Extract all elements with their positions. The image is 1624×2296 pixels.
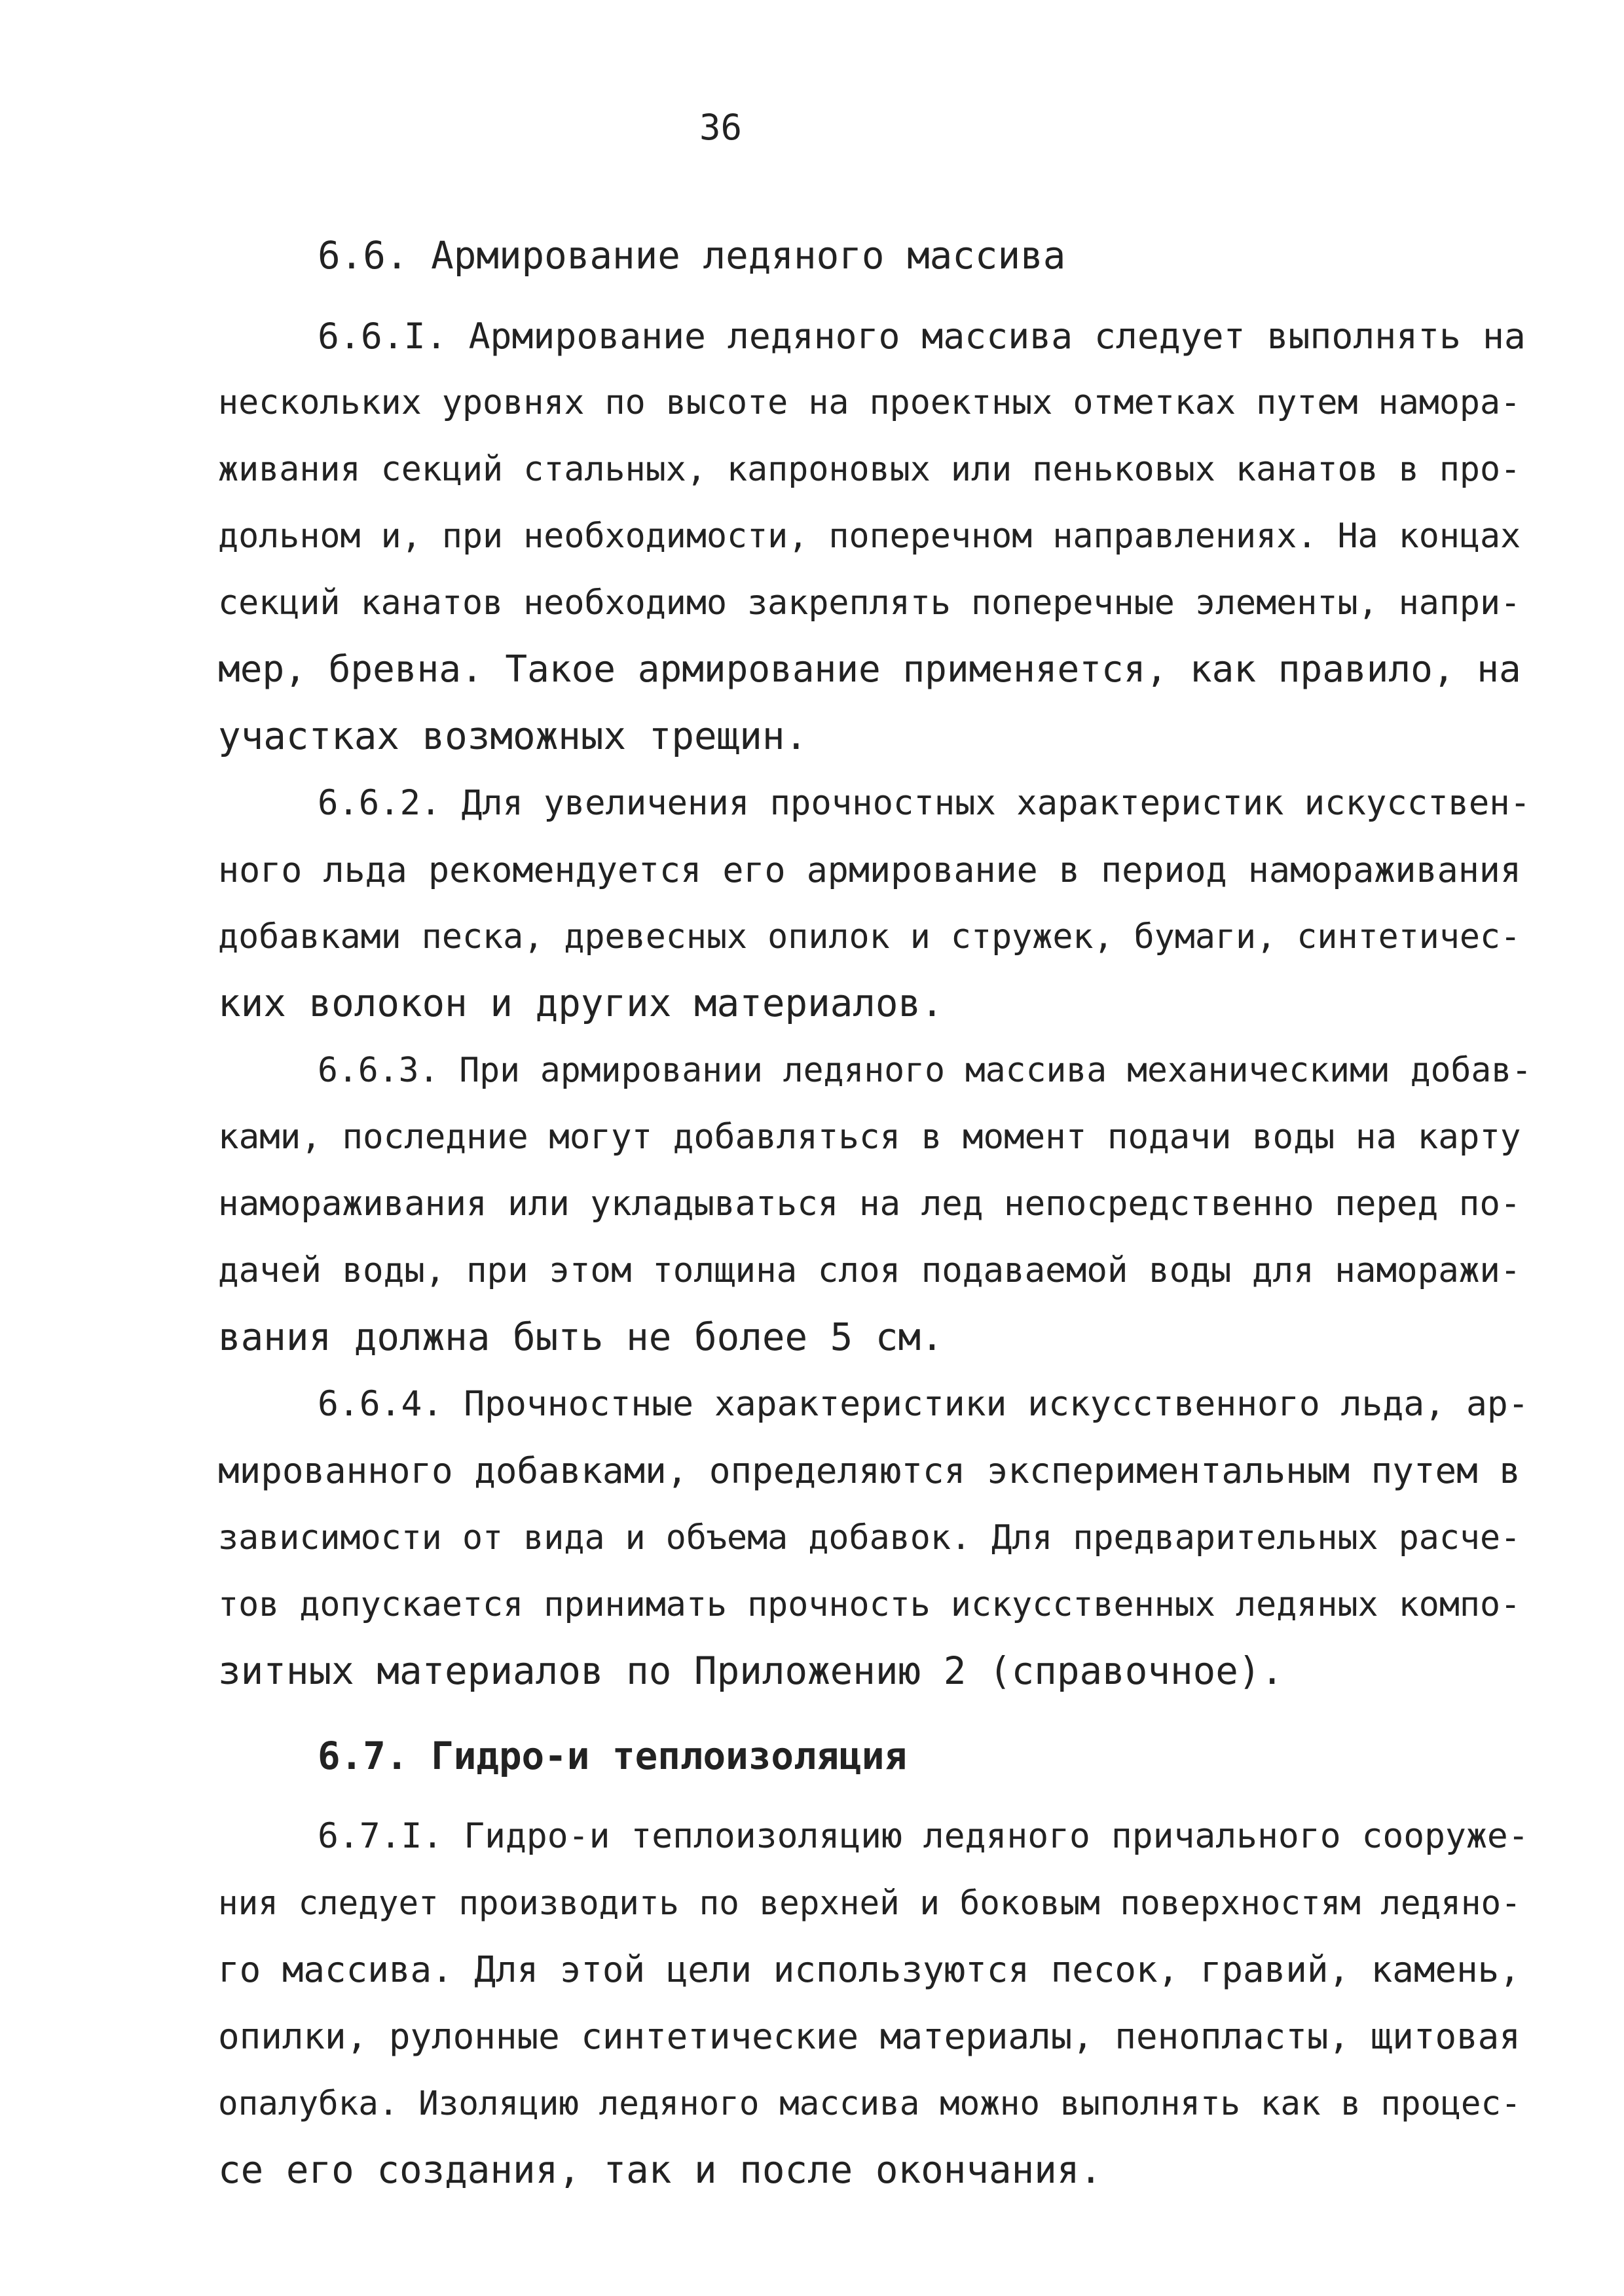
paragraph-line: живания секций стальных, капроновых или пеньковых канатов в про- bbox=[218, 450, 1521, 489]
page-number: 36 bbox=[699, 107, 743, 148]
paragraph-line: ками, последние могут добавляться в момент подачи воды на карту bbox=[218, 1117, 1521, 1157]
paragraph-line: опилки, рулонные синтетические материалы, пенопласты, щитовая bbox=[218, 2016, 1521, 2057]
paragraph-line: опалубка. Изоляцию ледяного массива можно выполнять как в процес- bbox=[218, 2084, 1521, 2123]
section-heading-6-6: 6.6. Армирование ледяного массива bbox=[318, 234, 1066, 278]
paragraph-line: 6.6.2. Для увеличения прочностных характеристик искусствен- bbox=[318, 784, 1531, 823]
paragraph-6-6-4 bbox=[218, 1371, 1529, 1705]
paragraph-line: 6.7.I. Гидро-и теплоизоляцию ледяного причального сооруже- bbox=[318, 1816, 1529, 1856]
paragraph-6-6-2 bbox=[218, 770, 1531, 1037]
paragraph-6-7-1 bbox=[218, 1803, 1529, 2204]
paragraph-line: ких волокон и других материалов. bbox=[218, 981, 944, 1025]
paragraph-line: 6.6.4. Прочностные характеристики искусственного льда, ар- bbox=[318, 1384, 1529, 1424]
paragraph-line: мированного добавками, определяются экспериментальным путем в bbox=[218, 1450, 1521, 1491]
paragraph-line: 6.6.3. При армировании ледяного массива механическими добав- bbox=[318, 1051, 1532, 1090]
paragraph-6-6-3 bbox=[218, 1037, 1532, 1371]
paragraph-line: нескольких уровнях по высоте на проектных отметках путем намора- bbox=[218, 383, 1521, 422]
paragraph-line: 6.6.I. Армирование ледяного массива следует выполнять на bbox=[318, 315, 1526, 357]
paragraph-line: се его создания, так и после окончания. bbox=[218, 2148, 1103, 2192]
paragraph-line: участках возможных трещин. bbox=[218, 714, 808, 758]
paragraph-line: дольном и, при необходимости, поперечном направлениях. На концах bbox=[218, 517, 1521, 556]
paragraph-line: зависимости от вида и объема добавок. Для предварительных расче- bbox=[218, 1518, 1521, 1558]
paragraph-line: го массива. Для этой цели используются песок, гравий, камень, bbox=[218, 1949, 1521, 1990]
paragraph-line: вания должна быть не более 5 см. bbox=[218, 1315, 944, 1359]
paragraph-6-6-1 bbox=[218, 302, 1526, 770]
paragraph-line: намораживания или укладываться на лед непосредственно перед по- bbox=[218, 1184, 1521, 1224]
paragraph-line: мер, бревна. Такое армирование применяется, как правило, на bbox=[218, 648, 1521, 691]
paragraph-line: добавками песка, древесных опилок и стружек, бумаги, синтетичес- bbox=[218, 917, 1521, 957]
paragraph-line: тов допускается принимать прочность искусственных ледяных компо- bbox=[218, 1585, 1521, 1624]
paragraph-line: дачей воды, при этом толщина слоя подаваемой воды для наморажи- bbox=[218, 1250, 1521, 1290]
paragraph-line: ния следует производить по верхней и боковым поверхностям ледяно- bbox=[218, 1884, 1521, 1922]
paragraph-line: секций канатов необходимо закреплять поперечные элементы, напри- bbox=[218, 583, 1521, 623]
section-heading-6-7: 6.7. Гидро-и теплоизоляция bbox=[318, 1734, 908, 1778]
paragraph-line: ного льда рекомендуется его армирование в период намораживания bbox=[218, 850, 1522, 890]
paragraph-line: зитных материалов по Приложению 2 (справочное). bbox=[218, 1649, 1284, 1693]
